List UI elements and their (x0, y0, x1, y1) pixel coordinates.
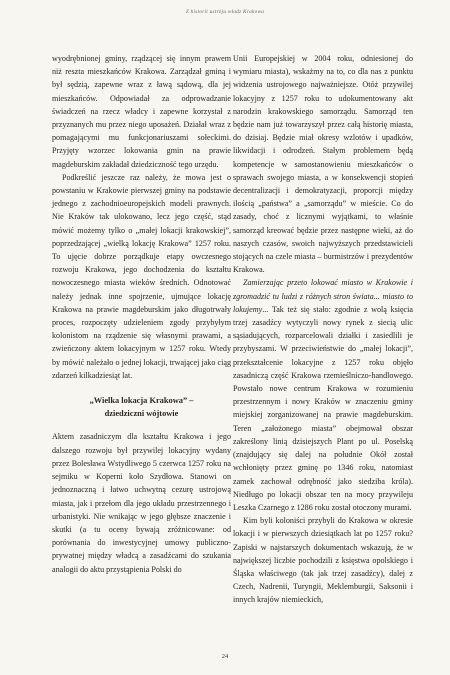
paragraph: Unii Europejskiej w 2004 roku, odniesionej do wymiaru miasta), wskażmy na to, co dla nas z punktu widzenia ustrojowego najważniejsze. Otóż przywilej lokacyjny z 1257 roku to udokumentowany akt narodzin krakowskiego samorządu. Samorząd ten będzie nam już towarzyszył przez całą historię miasta, do dzisiaj. Będzie miał okresy wzlotów i upadków, likwidacji i odrodzeń. Stałym problemem będą kompetencje w samostanowieniu mieszkańców o sprawach swojego miasta, a w konsekwencji stopień decentralizacji i demokratyzacji, proporcji między ilością „państwa” a „samorządu” w mieście. Co do zasady, choć z licznymi wyjątkami, to właśnie samorząd kreować będzie przez następne wieki, aż do naszych czasów, swoich najwyższych przedstawicieli stojących na czele miasta – burmistrzów i prezydentów Krakowa. (233, 54, 413, 275)
paragraph: Kim byli koloniści przybyli do Krakowa w okresie lokacji i w pierwszych dziesiątkach lat po 1257 roku? Zapiski w najstarszych dokumentach wskazują, że w największej liczbie pochodzili z księstwa opolskiego i Śląska właściwego (tak jak trzej zasadźcy), dalej z Czech, Nadrenii, Turyngii, Meklemburgii, Saksonii i innych krajów niemieckich, (233, 516, 413, 605)
paragraph: wyodrębnionej gminy, rządzącej się innym prawem niż reszta mieszkańców Krakowa. Zarządzał gminą i był sędzią, zapewne wraz z ławą sądową, dla jej mieszkańców. Odpowiadał za odprowadzanie świadczeń na rzecz władcy i zapewne korzystał z przyznanych mu przez niego uposażeń. Działał wraz z pomagającymi mu funkcjonariuszami sołeckimi. Przyjęty wzorzec lokowania gmin na prawie magdeburskim zakładał dziedziczność tego urzędu. (52, 54, 231, 169)
section-heading (52, 394, 231, 420)
section-heading-line-2: dziedziczni wójtowie (104, 409, 179, 419)
running-head: Z historii ustroju władz Krakowa (185, 9, 265, 15)
left-column (52, 52, 231, 576)
paragraph: Aktem zasadniczym dla kształtu Krakowa i jego dalszego rozwoju był przywilej lokacyjny wydany przez Bolesława Wstydliwego 5 czerwca 1257 roku na sejmiku w Koperni koło Szydłowa. Stanowi on jednoznaczną i łatwo uchwytną cezurę ustrojową miasta, jak i przełom dla jego układu przestrzennego i urbanistyki. Nie wnikając w jego głębsze znaczenie i skutki (a tu oceny bywają zróżnicowane: od porównania do inwestycyjnej umowy publiczno-prywatnej między władcą a zasadźcami do szukania analogii do aktu przystąpienia Polski do (52, 432, 231, 574)
section-heading-line-1: „Wielka lokacja Krakowa” – (89, 396, 194, 406)
page-number: 24 (221, 653, 229, 660)
paragraph-continuation: ... Tak też się stało: zgodnie z wolą księcia trzej zasadźcy wytyczyli nowy rynek z siecią ulic sąsiadujących, rozparcelowali działki i zasiedlili je przybyszami. W przeciwieństwie do „małej lokacji”, przekształcenie lokacyjne z 1257 roku objęło zasadniczą część Krakowa rzemieślniczo-handlowego. Powstało nowe centrum Krakowa w rozumieniu przestrzennym i nowy Kraków w znaczeniu gminy miejskiej zorganizowanej na prawie magdeburskim. Teren „założonego miasta” obejmował obszar zakreślony linią dzisiejszych Plant po ul. Poselską (znajdujący się dalej na południe Okół został wchłonięty przez gminę po 1346 roku, natomiast zamek zachował odrębność jako siedziba króla). Niedługo po lokacji obszar ten na mocy przywileju Leszka Czarnego z 1286 roku został otoczony murami. (233, 304, 413, 512)
quoted-charter-text: Zamierzając przeto lokować miasto w Krakowie i zgromadzić tu ludzi z różnych stron świata... miasto to lokujemy (233, 278, 413, 314)
paragraph: Podkreślić jeszcze raz należy, że mowa jest o powstaniu w Krakowie pierwszej gminy na podstawie jednego z zachodnioeuropejskich modeli prawnych. Nie Kraków tak ulokowano, lecz jego część, stąd mówić możemy tylko o „małej lokacji krakowskiej”, poprzedzającej „wielką lokację Krakowa” 1257 roku. To ujęcie dobrze porządkuje etapy owczesnego rozwoju Krakowa, jego dochodzenia do kształtu nowoczesnego miasta wieków średnich. Odnotować należy jednak inne spojrzenie, ujmujące lokację Krakowa na prawie magdeburskim jako długotrwały proces, rozpoczęty udzieleniem zgody przybyłym kolonistom na rządzenie się własnymi prawami, a zwieńczony aktem lokacyjnym w 1257 roku. Wtedy by mówić należało o jednej lokacji, trwającej jako ciąg zdarzeń kilkadziesiąt lat. (52, 172, 231, 380)
right-column (233, 52, 413, 607)
paragraph-with-quote (233, 276, 413, 514)
